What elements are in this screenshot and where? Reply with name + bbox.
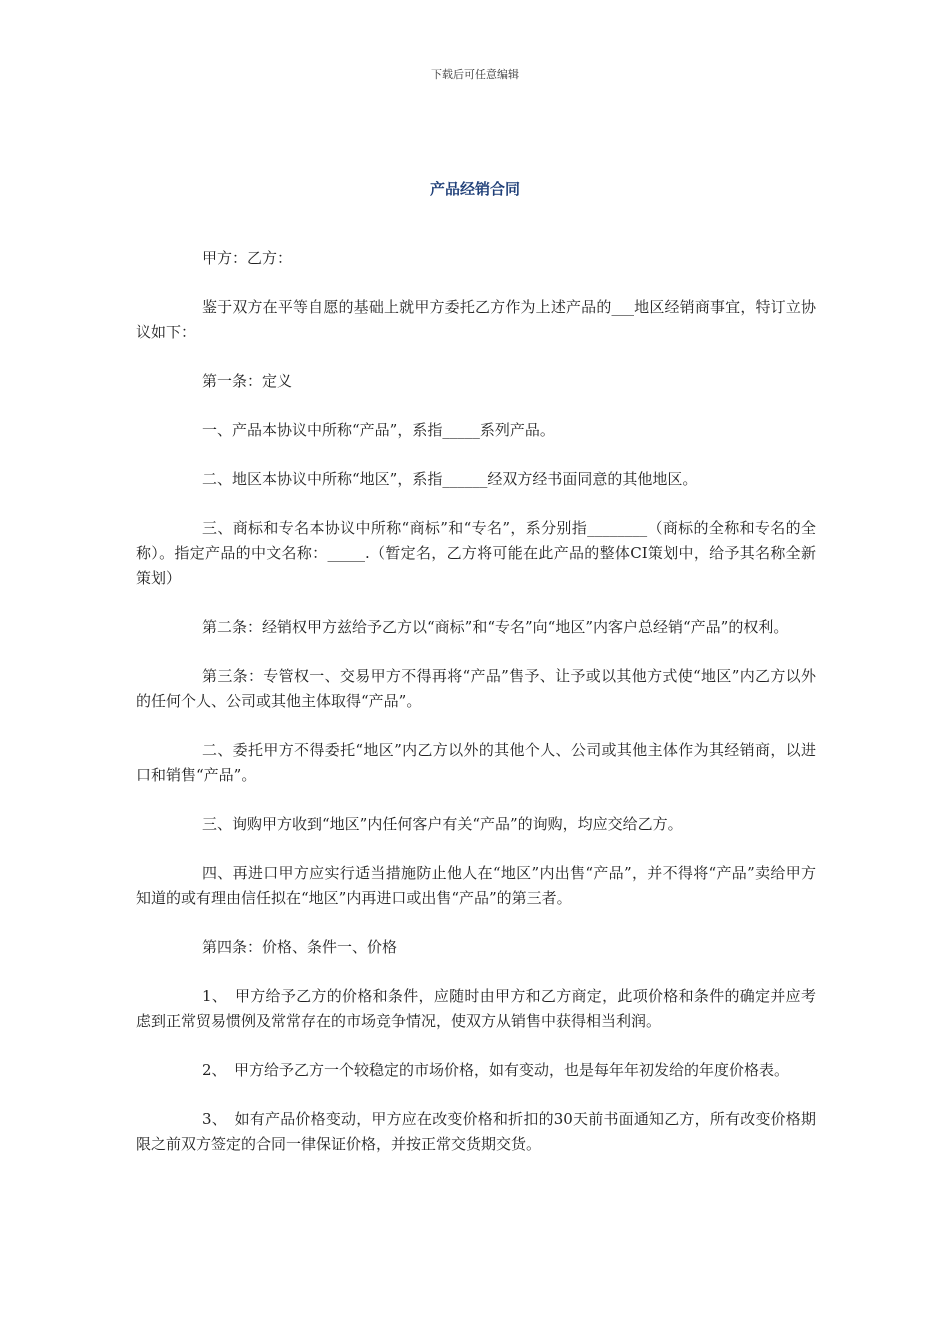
article-3-clause-4: 四、再进口甲方应实行适当措施防止他人在“地区”内出售“产品”，并不得将“产品”卖给甲方知道的或有理由信任拟在“地区”内再进口或出售“产品”的第三者。: [136, 864, 816, 907]
price-item-2: 2、 甲方给予乙方一个较稳定的市场价格，如有变动，也是每年年初发给的年度价格表。: [202, 1061, 790, 1079]
header-note: 下载后可任意编辑: [431, 68, 519, 81]
document-title: 产品经销合同: [429, 180, 520, 198]
article-3-clause-2: 二、委托甲方不得委托“地区”内乙方以外的其他个人、公司或其他主体作为其经销商，以进口和销售“产品”。: [136, 741, 816, 784]
definition-product: 一、产品本协议中所称“产品”，系指_____系列产品。: [202, 421, 555, 439]
price-item-1: 1、 甲方给予乙方的价格和条件，应随时由甲方和乙方商定，此项价格和条件的确定并应考虑到正常贸易惯例及常常存在的市场竞争情况，使双方从销售中获得相当利润。: [136, 987, 816, 1030]
definition-territory: 二、地区本协议中所称“地区”，系指______经双方经书面同意的其他地区。: [202, 470, 698, 488]
price-item-3: 3、 如有产品价格变动，甲方应在改变价格和折扣的30天前书面通知乙方，所有改变价格期限之前双方签定的合同一律保证价格，并按正常交货期交货。: [136, 1110, 816, 1153]
article-4-heading: 第四条：价格、条件一、价格: [202, 938, 398, 956]
contract-body: [136, 246, 816, 1181]
preamble-paragraph: 鉴于双方在平等自愿的基础上就甲方委托乙方作为上述产品的___地区经销商事宜，特订立协议如下：: [136, 298, 816, 341]
article-2-distribution-right: 第二条：经销权甲方兹给予乙方以“商标”和“专名”向“地区”内客户总经销“产品”的权利。: [202, 618, 789, 636]
article-3-clause-3: 三、询购甲方收到“地区”内任何客户有关“产品”的询购，均应交给乙方。: [202, 815, 683, 833]
parties-line: 甲方：乙方：: [202, 249, 293, 267]
article-1-heading: 第一条：定义: [202, 372, 293, 390]
definition-trademark: 三、商标和专名本协议中所称“商标”和“专名”，系分别指________（商标的全称和专名的全称）。指定产品的中文名称：_____.（暂定名，乙方将可能在此产品的整体CI策划中，给予其名称全新策划）: [136, 519, 816, 587]
article-3-exclusivity: 第三条：专管权一、交易甲方不得再将“产品”售予、让予或以其他方式使“地区”内乙方以外的任何个人、公司或其他主体取得“产品”。: [136, 667, 816, 710]
